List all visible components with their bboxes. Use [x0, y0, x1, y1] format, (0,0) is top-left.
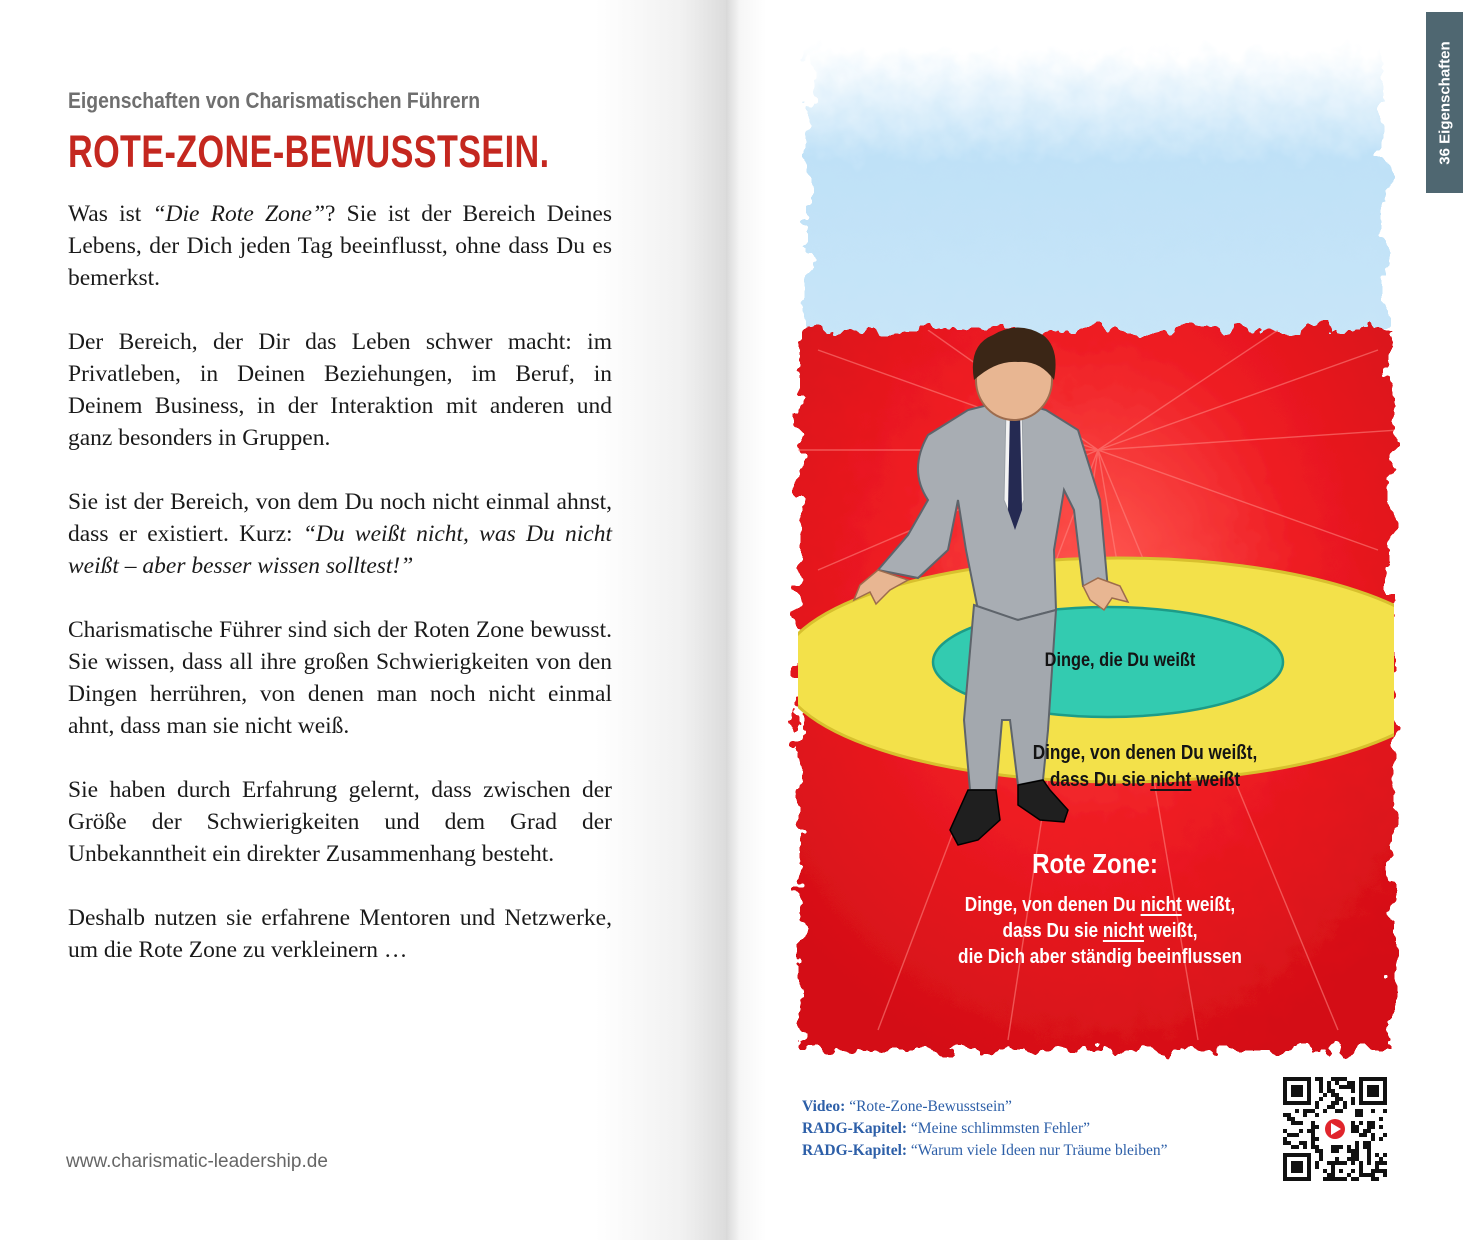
section-kicker: Eigenschaften von Charismatischen Führern [68, 88, 481, 113]
red-line-1-b: weißt, [1181, 894, 1236, 916]
paragraph-3 [68, 486, 612, 582]
label-red-zone-text [954, 892, 1246, 970]
reference-item[interactable] [802, 1118, 1168, 1140]
reference-label: Video: [802, 1098, 846, 1115]
reference-text: “Warum viele Ideen nur Träume bleiben” [910, 1142, 1168, 1159]
yellow-line-2-b: weißt [1191, 769, 1241, 791]
yellow-line-2-a: dass Du sie [1049, 769, 1151, 791]
reference-label: RADG-Kapitel: [802, 1142, 908, 1159]
page-title: ROTE-ZONE-BEWUSSTSEIN. [68, 126, 550, 177]
paragraph-1-text-a: Was ist [68, 201, 153, 227]
label-known-unknowns [1012, 740, 1279, 794]
qr-code-icon[interactable] [1283, 1077, 1387, 1181]
reference-label: RADG-Kapitel: [802, 1120, 908, 1137]
references-list [802, 1096, 1168, 1162]
paragraph-1 [68, 198, 612, 294]
red-line-2-underlined: nicht [1102, 920, 1144, 942]
label-known: Dinge, die Du weißt [1044, 650, 1196, 671]
paragraph-3-quote: “Du weißt nicht, was Du nicht weißt – aber besser wissen solltest!” [68, 521, 612, 579]
footer-url[interactable]: www.charismatic-leadership.de [66, 1151, 328, 1172]
red-line-3: die Dich aber ständig beeinflussen [958, 946, 1242, 968]
red-line-1-a: Dinge, von denen Du [964, 894, 1141, 916]
body-text [68, 198, 612, 998]
red-line-1-underlined: nicht [1140, 894, 1182, 916]
paragraph-5: Sie haben durch Erfahrung gelernt, dass zwischen der Größe der Schwierigkeiten und dem Grad der Unbekanntheit ein direkter Zusammenhang besteht. [68, 777, 612, 867]
reference-item[interactable] [802, 1096, 1168, 1118]
paragraph-4: Charismatische Führer sind sich der Roten Zone bewusst. Sie wissen, dass all ihre großen Schwierigkeiten von den Dingen herrühren, von denen man noch nicht einmal ahnt, dass man sie nicht weiß. [68, 617, 612, 739]
paragraph-1-text-b: ? Sie ist der Bereich Deines Lebens, der Dich jeden Tag beeinflusst, ohne dass Du es bemerkst. [68, 201, 613, 291]
label-red-zone-title: Rote Zone: [1032, 848, 1158, 879]
red-line-2-b: weißt, [1143, 920, 1198, 942]
red-line-2-a: dass Du sie [1002, 920, 1103, 942]
paragraph-6: Deshalb nutzen sie erfahrene Mentoren und Netzwerke, um die Rote Zone zu verkleinern … [68, 905, 612, 963]
reference-text: “Rote-Zone-Bewusstsein” [849, 1098, 1012, 1115]
paragraph-1-quote: “Die Rote Zone” [152, 201, 326, 227]
reference-item[interactable] [802, 1140, 1168, 1162]
yellow-line-1: Dinge, von denen Du weißt, [1032, 742, 1258, 764]
reference-text: “Meine schlimmsten Fehler” [910, 1120, 1090, 1137]
paragraph-3-text: Sie ist der Bereich, von dem Du noch nicht einmal ahnst, dass er existiert. Kurz: [68, 489, 612, 547]
red-line-2 [954, 918, 1246, 944]
sky-background [808, 50, 1384, 370]
side-tab-label: 36 Eigenschaften [1436, 40, 1453, 165]
paragraph-2: Der Bereich, der Dir das Leben schwer macht: im Privatleben, in Deinen Beziehungen, im Beruf, in Deinem Business, in der Interaktion mit anderen und ganz besonders in Gruppen. [68, 329, 612, 451]
chapter-side-tab[interactable] [1426, 12, 1463, 193]
yellow-line-2-underlined: nicht [1150, 769, 1192, 791]
red-line-1 [954, 892, 1246, 918]
left-page [0, 0, 726, 1240]
yellow-line-2 [1012, 767, 1279, 794]
